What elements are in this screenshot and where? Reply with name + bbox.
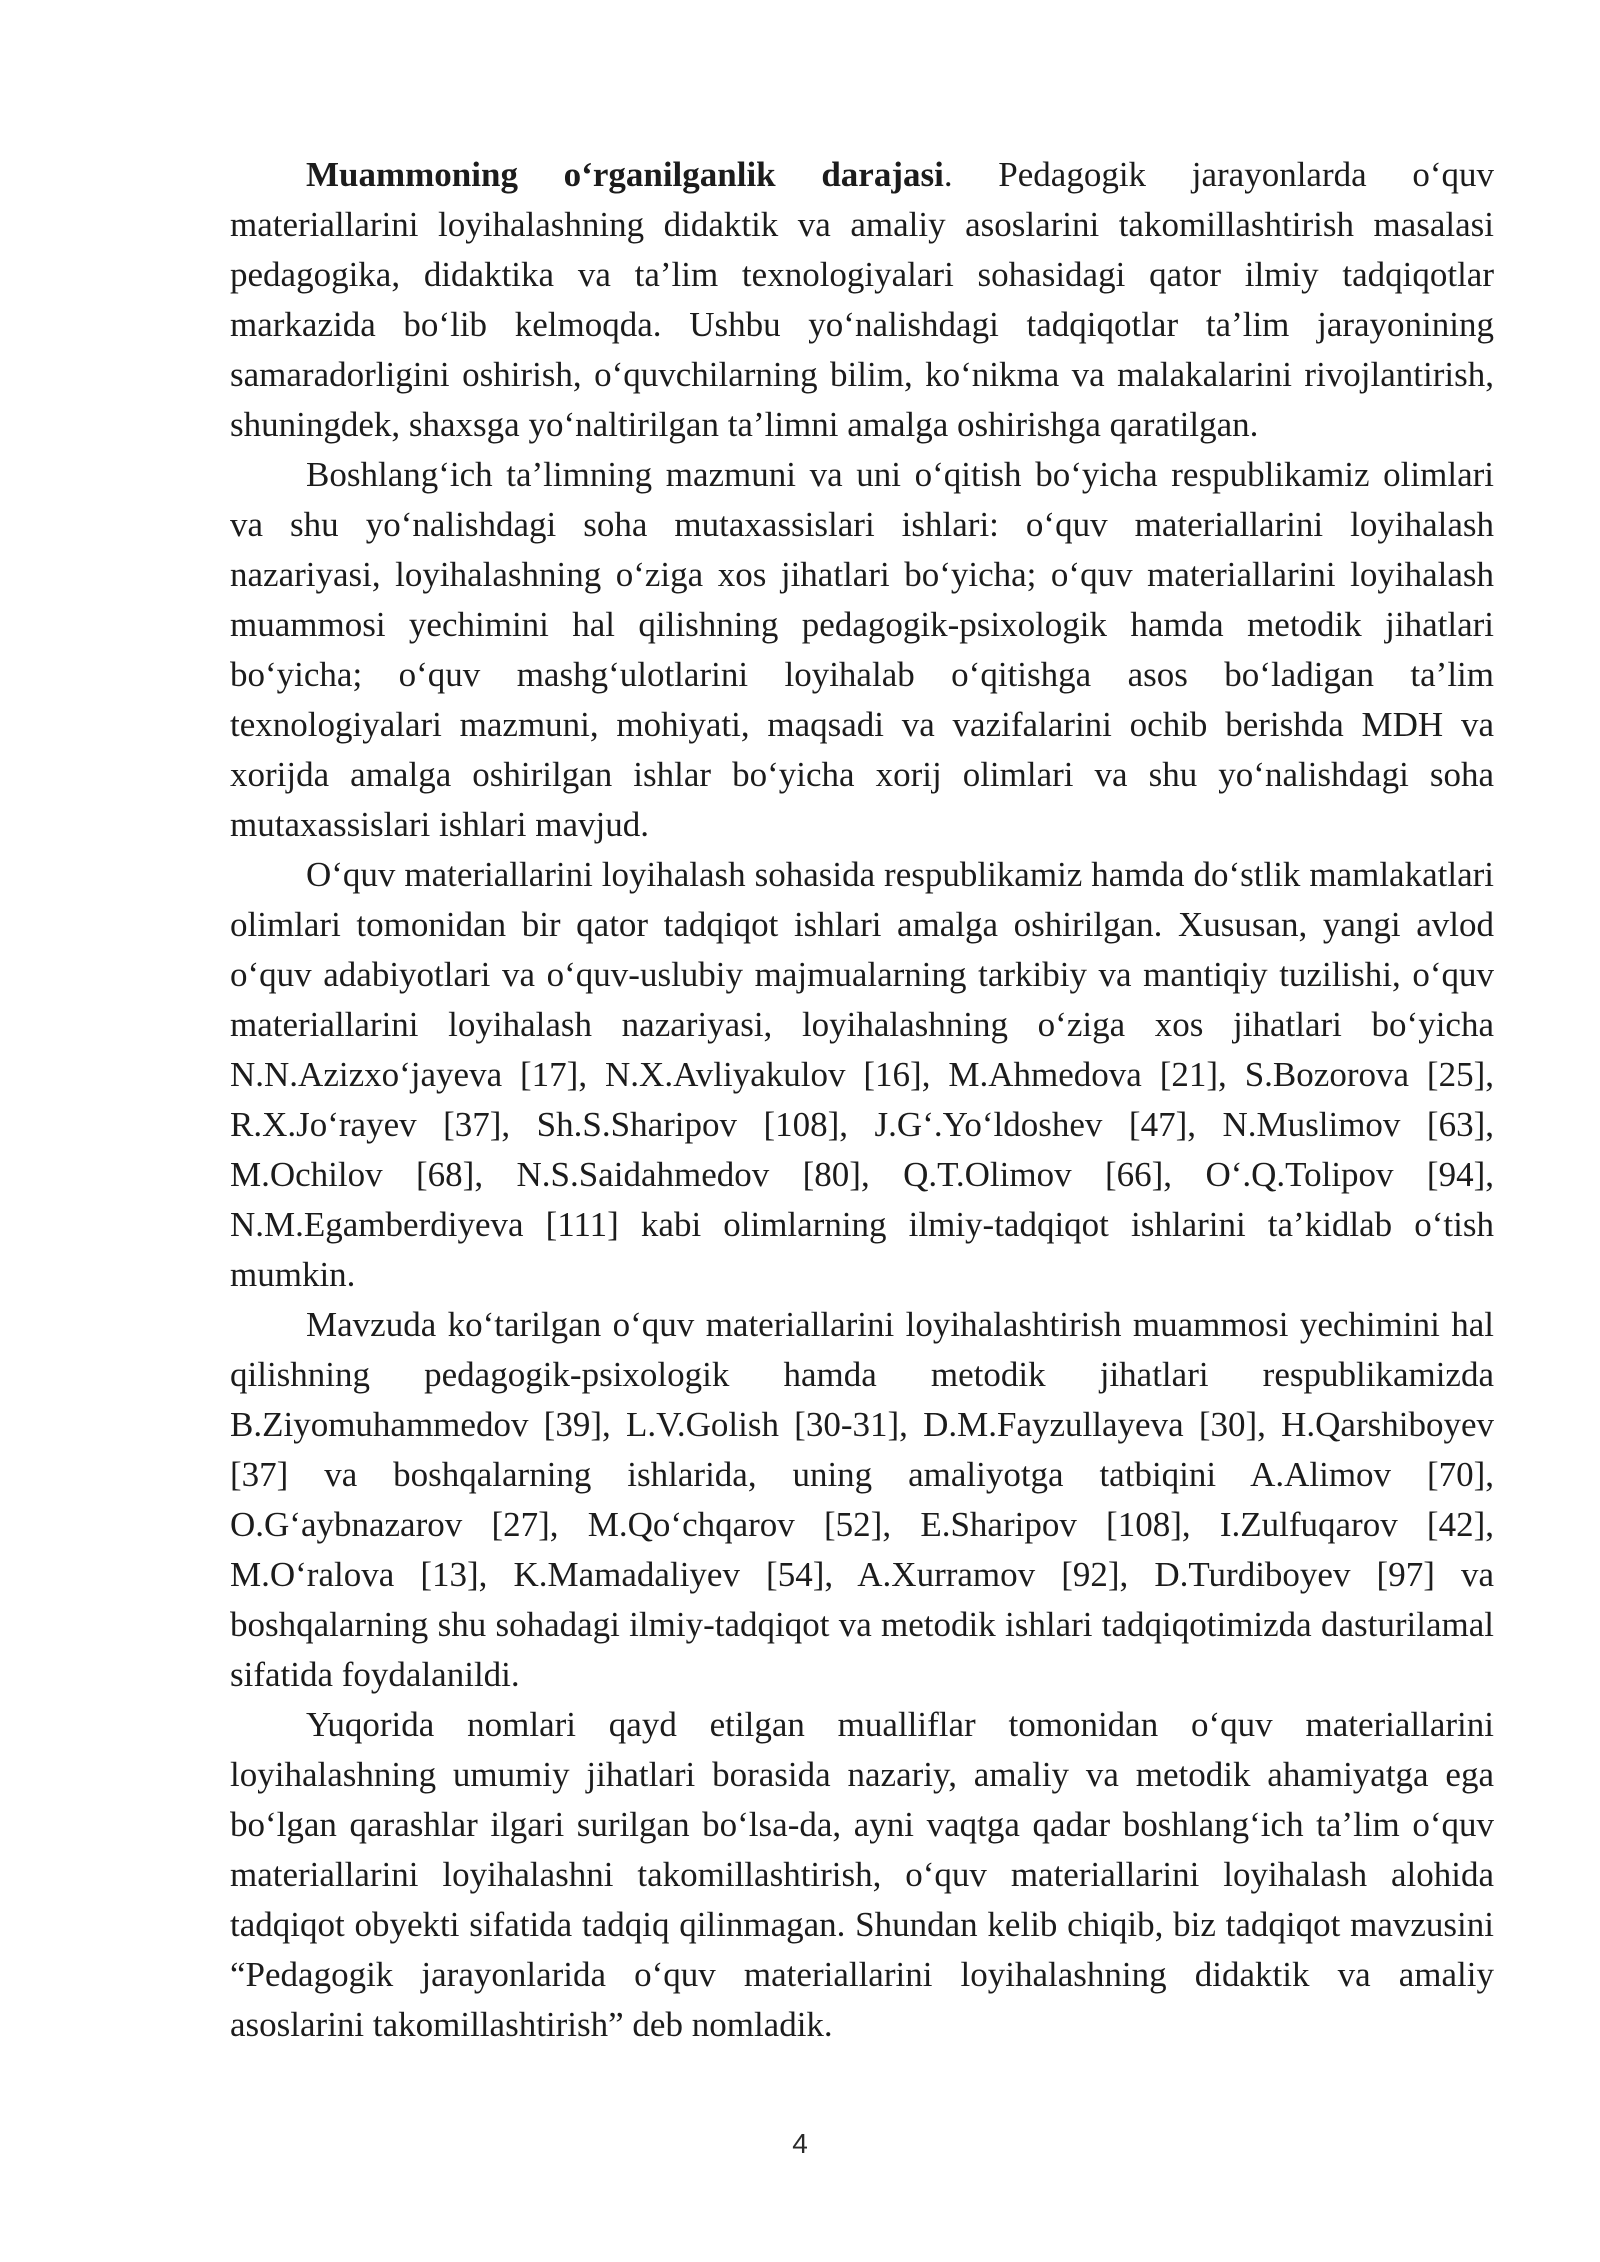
paragraph-heading-period: . bbox=[943, 155, 953, 194]
page-number: 4 bbox=[792, 2128, 808, 2159]
document-body bbox=[230, 150, 1494, 2050]
paragraph-methodology-authors: Mavzuda ko‘tarilgan o‘quv materiallarini loyihalashtirish muammosi yechimini hal qilishning pedagogik-psixologik hamda metodik jihatlari respublikamizda B.Ziyomuhammedov [39], L.V.Golish [30-31], D.M.Fayzullayeva [30], H.Qarshiboyev [37] va boshqalarning ishlarida, uning amaliyotga tatbiqini A.Alimov [70], O.G‘aybnazarov [27], M.Qo‘chqarov [52], E.Sharipov [108], I.Zulfuqarov [42], M.O‘ralova [13], K.Mamadaliyev [54], A.Xurramov [92], D.Turdiboyev [97] va boshqalarning shu sohadagi ilmiy-tadqiqot va metodik ishlari tadqiqotimizda dasturilamal sifatida foydalanildi. bbox=[230, 1305, 1494, 1694]
paragraph-scholars-list: O‘quv materiallarini loyihalash sohasida respublikamiz hamda do‘stlik mamlakatlari olimlari tomonidan bir qator tadqiqot ishlari amalga oshirilgan. Xususan, yangi avlod o‘quv adabiyotlari va o‘quv-uslubiy majmualarning tarkibiy va mantiqiy tuzilishi, o‘quv materiallarini loyihalash nazariyasi, loyihalashning o‘ziga xos jihatlari bo‘yicha N.N.Azizxo‘jayeva [17], N.X.Avliyakulov [16], M.Ahmedova [21], S.Bozorova [25], R.X.Jo‘rayev [37], Sh.S.Sharipov [108], J.G‘.Yo‘ldoshev [47], N.Muslimov [63], M.Ochilov [68], N.S.Saidahmedov [80], Q.T.Olimov [66], O‘.Q.Tolipov [94], N.M.Egamberdiyeva [111] kabi olimlarning ilmiy-tadqiqot ishlarini ta’kidlab o‘tish mumkin. bbox=[230, 855, 1494, 1294]
paragraph-primary-education: Boshlang‘ich ta’limning mazmuni va uni o‘qitish bo‘yicha respublikamiz olimlari va shu yo‘nalishdagi soha mutaxassislari ishlari: o‘quv materiallarini loyihalash nazariyasi, loyihalashning o‘ziga xos jihatlari bo‘yicha; o‘quv materiallarini loyihalash muammosi yechimini hal qilishning pedagogik-psixologik hamda metodik jihatlari bo‘yicha; o‘quv mashg‘ulotlarini loyihalab o‘qitishga asos bo‘ladigan ta’lim texnologiyalari mazmuni, mohiyati, maqsadi va vazifalarini ochib berishda MDH va xorijda amalga oshirilgan ishlar bo‘yicha xorij olimlari va shu yo‘nalishdagi soha mutaxassislari ishlari mavjud. bbox=[230, 455, 1494, 844]
paragraph-research-status bbox=[230, 150, 1494, 450]
paragraph-text: Pedagogik jarayonlarda o‘quv materiallarini loyihalashning didaktik va amaliy asoslarini takomillashtirish masalasi pedagogika, didaktika va ta’lim texnologiyalari sohasidagi qator ilmiy tadqiqotlar markazida bo‘lib kelmoqda. Ushbu yo‘nalishdagi tadqiqotlar ta’lim jarayonining samaradorligini oshirish, o‘quvchilarning bilim, ko‘nikma va malakalarini rivojlantirish, shuningdek, shaxsga yo‘naltirilgan ta’limni amalga oshirishga qaratilgan. bbox=[230, 155, 1494, 444]
paragraph-heading: Muammoning o‘rganilganlik darajasi bbox=[306, 155, 944, 194]
paragraph-research-topic: Yuqorida nomlari qayd etilgan mualliflar tomonidan o‘quv materiallarini loyihalashning umumiy jihatlari borasida nazariy, amaliy va metodik ahamiyatga ega bo‘lgan qarashlar ilgari surilgan bo‘lsa-da, ayni vaqtga qadar boshlang‘ich ta’lim o‘quv materiallarini loyihalashni takomillashtirish, o‘quv materiallarini loyihalash alohida tadqiqot obyekti sifatida tadqiq qilinmagan. Shundan kelib chiqib, biz tadqiqot mavzusini “Pedagogik jarayonlarida o‘quv materiallarini loyihalashning didaktik va amaliy asoslarini takomillashtirish” deb nomladik. bbox=[230, 1705, 1494, 2044]
